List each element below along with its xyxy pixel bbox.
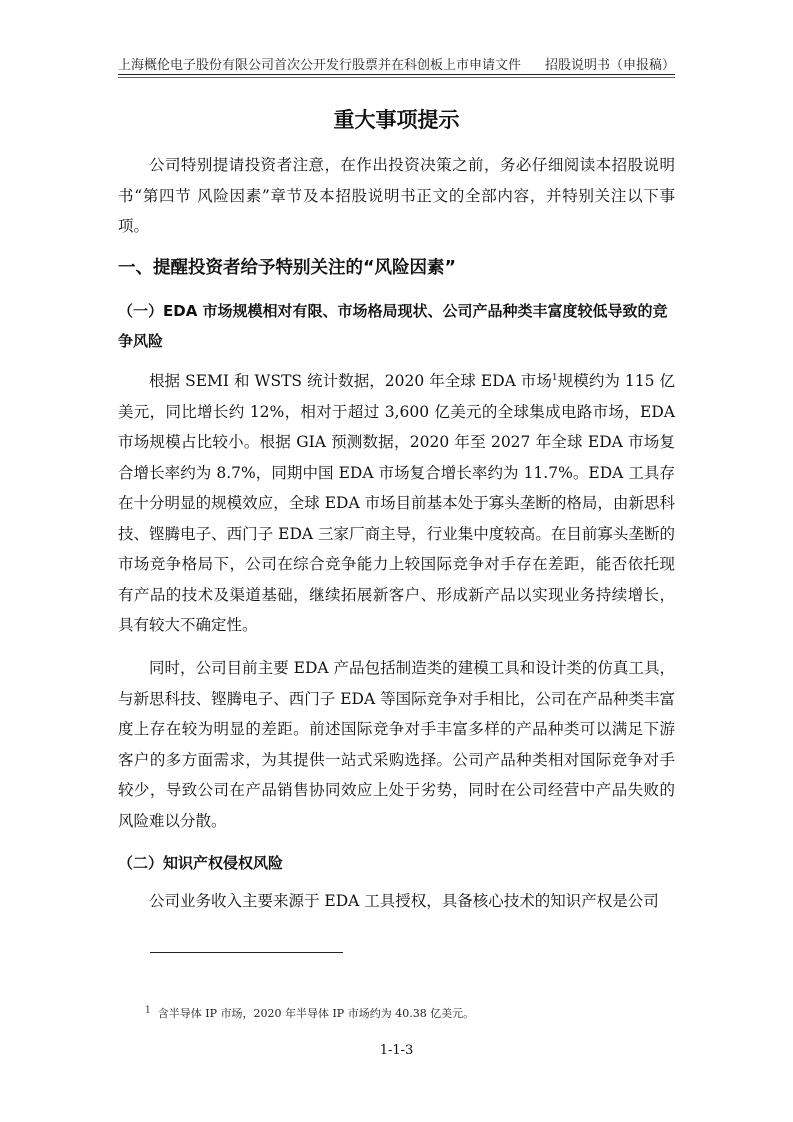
paragraph-market-size-part2: 规模约为 115 亿美元，同比增长约 12%，相对于超过 3,600 亿美元的全球集成电路市场，EDA 市场规模占比较小。根据 GIA 预测数据，2020 年至 2027 年全球 EDA 市场复合增长率约为 8.7%，同期中国 EDA 市场复合增长率约为 11.7%。EDA 工具存在十分明显的规模效应，全球 EDA 市场目前基本处于寡头垄断的格局，由新思科技、铿腾电子、西门子 EDA 三家厂商主导，行业集中度较高。在目前寡头垄断的市场竞争格局下，公司在综合竞争能力上较国际竞争对手存在差距，能否依托现有产品的技术及渠道基础，继续拓展新客户、形成新产品以实现业务持续增长，具有较大不确定性。 — [118, 372, 675, 634]
footnote-marker: 1 — [145, 1005, 151, 1016]
footnote-divider — [150, 952, 343, 953]
footnote — [145, 1005, 474, 1021]
page-number: 1-1-3 — [379, 1043, 414, 1058]
header-right: 招股说明书（申报稿） — [544, 58, 675, 73]
header-left: 上海概伦电子股份有限公司首次公开发行股票并在科创板上市申请文件 — [118, 58, 522, 73]
header-divider-thin — [118, 77, 675, 78]
intro-paragraph: 公司特别提请投资者注意，在作出投资决策之前，务必仔细阅读本招股说明书“第四节 风险因素”章节及本招股说明书正文的全部内容，并特别关注以下事项。 — [118, 156, 675, 235]
page-title: 重大事项提示 — [333, 108, 460, 132]
subsection-heading-2: （二）知识产权侵权风险 — [118, 854, 284, 872]
paragraph-ip-risk: 公司业务收入主要来源于 EDA 工具授权，具备核心技术的知识产权是公司 — [149, 892, 659, 910]
header-divider — [118, 74, 675, 75]
paragraph-product-range: 同时，公司目前主要 EDA 产品包括制造类的建模工具和设计类的仿真工具，与新思科技、铿腾电子、西门子 EDA 等国际竞争对手相比，公司在产品种类丰富度上存在较为明显的差距。前述国际竞争对手丰富多样的产品种类可以满足下游客户的多方面需求，为其提供一站式采购选择。公司产品种类相对国际竞争对手较少，导致公司在产品销售协同效应上处于劣势，同时在公司经营中产品失败的风险难以分散。 — [118, 659, 675, 830]
section-heading-1: 一、提醒投资者给予特别关注的“风险因素” — [118, 258, 457, 278]
paragraph-market-size-part1: 根据 SEMI 和 WSTS 统计数据，2020 年全球 EDA 市场 — [149, 372, 552, 390]
subsection-heading-1: （一）EDA 市场规模相对有限、市场格局现状、公司产品种类丰富度较低导致的竞争风险 — [118, 302, 668, 350]
footnote-ref: 1 — [551, 372, 558, 383]
footnote-text: 含半导体 IP 市场，2020 年半导体 IP 市场约为 40.38 亿美元。 — [157, 1007, 475, 1020]
page-header — [118, 54, 675, 73]
paragraph-market-size — [118, 366, 675, 641]
